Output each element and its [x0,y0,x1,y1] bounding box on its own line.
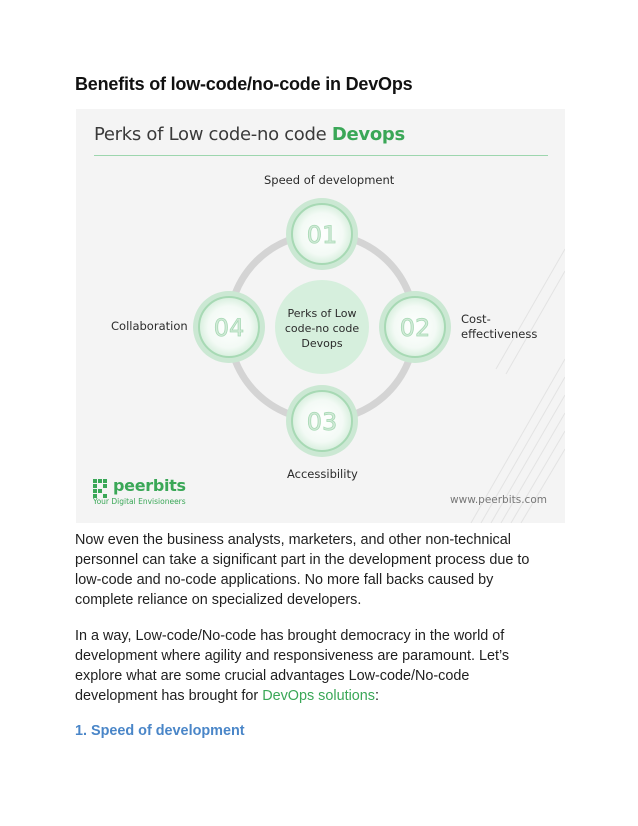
paragraph-2-text: In a way, Low-code/No-code has brought democracy in the world of development where agility and responsiveness are paramount. Let’s explore what are some crucial advantages Low-code/No-code development has brought for [75,628,510,704]
devops-solutions-link[interactable]: DevOps solutions [262,688,375,704]
paragraph-2-end: : [374,688,379,704]
article-heading: Benefits of low-code/no-code in DevOps [75,74,413,94]
title-accent: Devops [331,124,405,145]
label-collaboration: Collaboration [111,319,188,333]
peerbits-logo-icon [93,479,107,498]
brand-tagline: Your Digital Envisioneers [93,497,186,506]
subheading-speed: 1. Speed of development [75,723,245,739]
brand-name: peerbits [113,476,186,495]
label-cost-line2: effectiveness [461,327,538,341]
title-prefix: Perks of Low code-no code [94,124,332,145]
node-04-number: 04 [213,314,245,342]
label-cost-line1: Cost- [461,312,491,326]
center-line-1: Perks of Low [287,307,357,320]
label-speed: Speed of development [264,173,395,187]
center-line-2: code-no code [284,322,360,335]
center-line-3: Devops [301,337,343,350]
website-url: www.peerbits.com [450,494,547,506]
node-01-number: 01 [306,221,338,249]
node-02-number: 02 [399,314,431,342]
decorative-stripes [471,249,565,523]
label-cost [461,312,537,342]
node-03-number: 03 [306,408,338,436]
paragraph-2 [75,626,555,706]
label-accessibility: Accessibility [287,467,358,481]
infographic [76,109,565,523]
paragraph-1: Now even the business analysts, marketers, and other non-technical personnel can take a significant part in the development process due to low-code and no-code applications. No more fall backs caused by complete reliance on specialized developers. [75,532,530,608]
